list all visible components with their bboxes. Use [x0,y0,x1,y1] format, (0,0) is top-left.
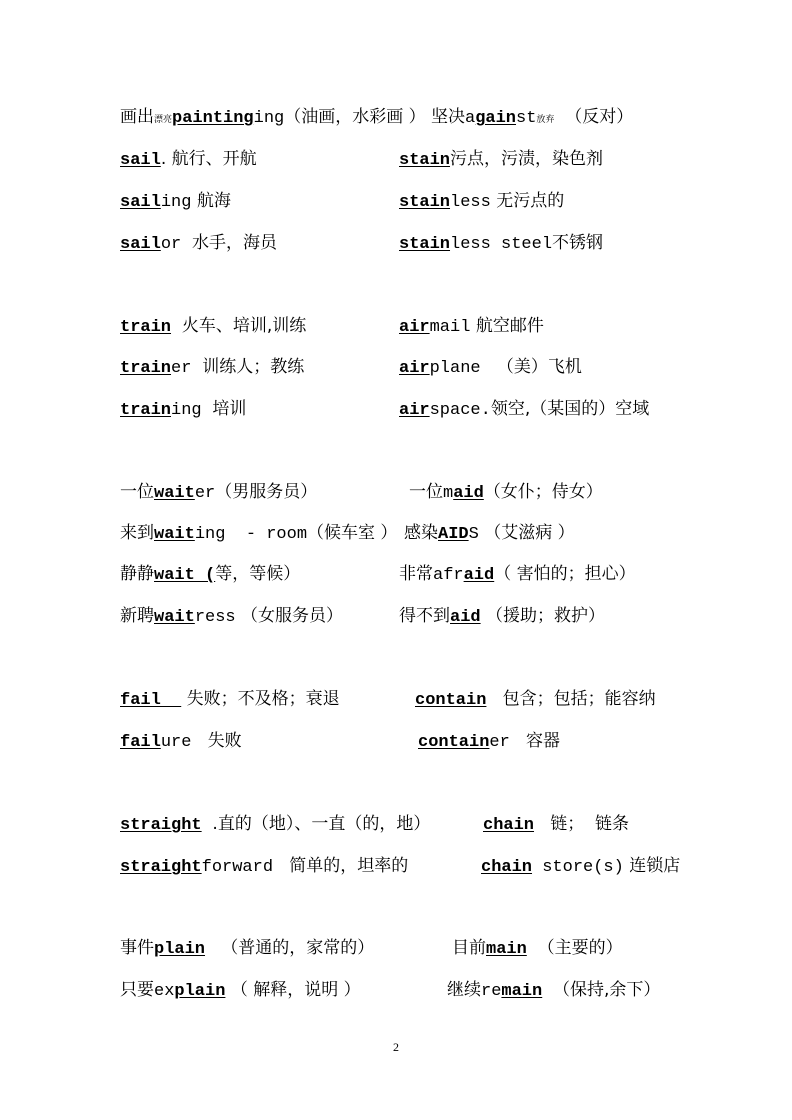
vocab-entry-right [418,730,560,754]
entry-text: ing [160,193,192,212]
entry-text: 一位 [409,482,443,502]
entry-text: 连锁店 [623,856,681,876]
entry-text: 航海 [191,191,231,211]
entry-text: 漂亮 [154,115,173,125]
vocab-entry-left [120,605,343,629]
root-word: air [399,318,430,337]
vocab-entry-left [120,190,231,214]
entry-text: （保持,余下） [542,980,661,1000]
entry-text: 链； 链条 [534,814,630,834]
entry-text: （男服务员） [215,482,318,502]
root-word: main [501,982,543,1001]
root-word: aid [450,608,481,627]
root-word: straight [120,858,202,877]
vocab-entry-right [431,106,633,131]
entry-text: 得不到 [399,606,450,626]
entry-text: 污点，污渍，染色剂 [450,149,604,169]
vocab-entry-left [120,522,397,546]
root-word: train [120,359,172,378]
vocab-entry-left [120,481,317,505]
vocab-entry-left [120,855,408,879]
vocab-entry-right [415,688,656,712]
entry-text: 画出 [120,107,154,127]
root-word: fail [120,691,182,710]
entry-text: plane [429,359,481,378]
entry-text: 放弃 [536,115,555,125]
entry-text: or [160,235,182,254]
root-word: contain [415,691,487,710]
entry-text: 水手，海员 [181,233,278,253]
entry-text: （女服务员） [235,606,344,626]
entry-text: 训练人；教练 [191,357,305,377]
root-word: sail [120,193,161,212]
entry-text: 感染 [404,523,438,543]
entry-text: . 航行、开航 [160,149,257,169]
root-word: plain [174,982,226,1001]
vocab-entry-right [409,481,603,505]
root-word: stain [399,193,451,212]
entry-text: S [468,525,479,544]
entry-text: less steel [450,235,553,254]
root-word: sail [120,235,161,254]
root-word: stain [399,235,451,254]
root-word: wait [154,484,195,503]
entry-text: space. [429,401,491,420]
entry-text: 来到 [120,523,154,543]
entry-text: （普通的，家常的） [205,938,375,958]
entry-text: （油画，水彩画 ） [284,107,426,127]
entry-text: 一位 [120,482,154,502]
entry-text: ing - room [194,525,308,544]
entry-text: 容器 [509,731,561,751]
entry-text: ure [160,733,192,752]
entry-text: 事件 [120,938,154,958]
entry-text: 包含；包括；能容纳 [486,689,656,709]
root-word: gain [475,109,517,128]
entry-text: mail [429,318,471,337]
entry-text: （ 害怕的；担心） [494,564,636,584]
entry-text: ex [154,982,175,1001]
vocab-entry-right [399,356,582,380]
vocab-entry-left [120,688,340,712]
entry-text: 简单的，坦率的 [273,856,409,876]
root-word: fail [120,733,161,752]
vocab-entry-right [399,398,649,422]
entry-text: store(s) [532,858,624,877]
entry-text: （援助；救护） [480,606,606,626]
entry-text: er [194,484,216,503]
entry-text: ress [194,608,236,627]
entry-text: 坚决 [431,107,465,127]
vocab-entry-right [399,148,603,172]
vocab-entry-right [399,232,603,256]
entry-text: 失败 [191,731,242,751]
entry-text: （艾滋病 ） [478,523,575,543]
entry-text: er [171,359,192,378]
entry-text: （美）飞机 [480,357,582,377]
entry-text: 非常 [399,564,433,584]
vocab-entry-left [120,813,430,837]
entry-text: st [516,109,537,128]
vocab-entry-right [447,979,660,1003]
entry-text: er [489,733,510,752]
entry-text: 继续 [447,980,481,1000]
root-word: main [486,940,527,959]
entry-text: 失败；不及格；衰退 [181,689,340,709]
vocab-entry-left [120,106,426,131]
entry-text: re [481,982,502,1001]
vocab-entry-left [120,563,300,587]
vocab-entry-right [452,937,623,961]
vocab-entry-left [120,398,246,422]
vocab-entry-left [120,937,374,961]
entry-text: （ 解释，说明 ） [225,980,361,1000]
entry-text: less [450,193,491,212]
root-word: air [399,359,430,378]
entry-text: .直的（地）、一直（的，地） [201,814,431,834]
root-word: contain [418,733,490,752]
vocab-entry-left [120,730,242,754]
entry-text: ing [253,109,285,128]
vocab-entry-right [399,315,544,339]
vocab-entry-right [399,190,564,214]
root-word: straight [120,816,202,835]
entry-text: 新聘 [120,606,154,626]
entry-text: 无污点的 [490,191,565,211]
root-word: wait [154,608,195,627]
root-word: AID [438,525,469,544]
entry-text: 目前 [452,938,486,958]
entry-text: a [465,109,476,128]
root-word: aid [453,484,484,503]
entry-text: afr [433,566,464,585]
root-word: train [120,318,172,337]
vocab-entry-left [120,232,277,256]
entry-text: 火车、培训,训练 [171,316,307,336]
entry-text: ing [171,401,202,420]
vocab-entry-left [120,148,257,172]
root-word: sail [120,151,161,170]
entry-text: 培训 [201,399,247,419]
entry-text: 不锈钢 [552,233,604,253]
vocab-entry-left [120,356,304,380]
entry-text: （女仆；侍女） [483,482,603,502]
root-word: aid [463,566,495,585]
root-word: stain [399,151,451,170]
vocab-entry-right [481,855,680,879]
entry-text: 等，等候） [215,564,301,584]
root-word: chain [483,816,535,835]
root-word: chain [481,858,533,877]
root-word: plain [154,940,206,959]
root-word: train [120,401,172,420]
vocab-entry-right [399,605,605,629]
vocab-entry-right [404,522,575,546]
vocab-entry-right [399,563,636,587]
root-word: wait [154,525,195,544]
entry-text: m [443,484,454,503]
entry-text: forward [201,858,274,877]
entry-text: （候车室 ） [307,523,398,543]
entry-text: （主要的） [526,938,623,958]
entry-text: 静静 [120,564,154,584]
entry-text: 领空,（某国的）空域 [490,399,650,419]
entry-text: 航空邮件 [470,316,544,336]
entry-text: （反对） [554,107,634,127]
root-word: air [399,401,430,420]
page-number: 2 [393,1040,399,1054]
vocab-entry-left [120,315,306,339]
entry-text: 只要 [120,980,154,1000]
vocab-entry-left [120,979,361,1003]
root-word: painting [172,109,254,128]
root-word: wait ( [154,566,216,585]
vocab-entry-right [483,813,629,837]
